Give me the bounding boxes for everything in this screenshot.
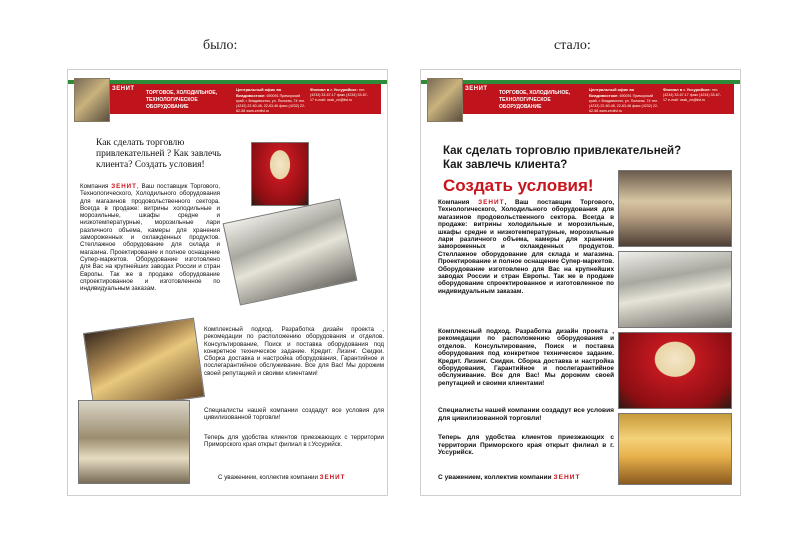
flyer-header	[68, 70, 387, 132]
old-question: Как сделать торговлю привлекательней ? Как завлечь клиента? Создать условия!	[96, 138, 222, 170]
old-body-2: Комплексный подход. Разработка дизайн проекта , рекомедации по расположению оборудования и отделов. Консультирование, Поиск и поставка оборудования под конкретное техническое задание. Кредит. Лизинг. Скидки. Сборка доставка и настройка оборудования, Гарантийное и послегарантийное обслуживание. Все для Вас! Мы дорожим своей репутацией и своими клиентами!	[204, 326, 384, 377]
old-signature: С уважением, коллектив компании ЗЕНИТ	[218, 474, 346, 481]
photo-2	[618, 251, 732, 328]
header-photo	[74, 78, 110, 122]
header-office-main: Центральный офис во Владивостоке: 690091 Приморский край, г. Владивосток, ул. Пологая, 74 тел. (4232) 22-60-46, 22-63-46 факс (4232) 22-62-58 www.zenitvl.ru	[589, 87, 659, 113]
old-body-1: Компания ЗЕНИТ, Ваш поставщик Торгового, Технологического, Холодильного оборудования для магазинов продовольственного сектора. Всегда в продаже: витрины холодильные и морозильные, шкафы средне и низкотемпературные, морозильные лари различного объема, камеры для хранения замороженных и охлажденных продуктов. Стеллажное оборудование для склада и магазина. Проектирование и полное оснащение Супер-маркетов. Оборудование изготовлено для Вас на крупнейших заводах России и стран Европы. Так же в продаже оборудование спроектированное и изготовленное по индивидуальным заказам.	[80, 183, 220, 293]
label-after: стало:	[554, 38, 591, 53]
new-body-2: Комплексный подход. Разработка дизайн проекта , рекомедации по расположению оборудования и отделов. Консультирование, Поиск и поставка оборудования под конкретное техническое задание. Кредит. Лизинг. Скидки. Сборка доставка и настройка оборудования, Гарантийное и послегарантийное обслуживание. Все для Вас! Мы дорожим своей репутацией и своими клиентами!	[438, 328, 614, 387]
header-office-branch: Филиал в г. Уссурийске: тел. (4234) 33-67-17 факс (4234) 33-67-17 e-mail: ussk_zn@list.ru	[663, 87, 721, 102]
header-office-main: Центральный офис во Владивостоке: 690091 Приморский край, г. Владивосток, ул. Пологая, 74 тел. (4232) 22-60-46, 22-63-46 факс (4232) 22-62-58 www.zenitvl.ru	[236, 87, 306, 113]
header-office-branch: Филиал в г. Уссурийске: тел. (4234) 33-67-17 факс (4234) 33-67-17 e-mail: ussk_zn@list.ru	[310, 87, 368, 102]
label-before: было:	[203, 38, 238, 53]
new-body-1: Компания ЗЕНИТ, Ваш поставщик Торгового, Технологического, Холодильного оборудования для магазинов продовольственного сектора. Всегда в продаже: витрины холодильные и морозильные, шкафы средне и низкотемпературные, морозильные лари различного объема, камеры для хранения замороженных и охлажденных продуктов. Стеллажное оборудование для склада и магазина. Проектирование и полное оснащение Супер-маркетов. Оборудование изготовлено для Вас на крупнейших заводах России и стран Европы. Так же в продаже оборудование спроектированное и изготовленное по индивидуальным заказам.	[438, 199, 614, 295]
photo-supermarket	[78, 400, 190, 484]
old-body-3: Специалисты нашей компании создадут все условия для цивилизованной торговли!	[204, 407, 384, 422]
new-question: Как сделать торговлю привлекательней? Как завлечь клиента?	[443, 145, 682, 171]
header-tagline: ТОРГОВОЕ, ХОЛОДИЛЬНОЕ, ТЕХНОЛОГИЧЕСКОЕ ОБОРУДОВАНИЕ	[146, 90, 218, 110]
photo-display-cases	[223, 198, 358, 305]
old-body-4: Теперь для удобства клиентов приезжающих с территории Приморского края открыт филиал в г.Уссурийск.	[204, 434, 384, 449]
new-signature: С уважением, коллектив компании ЗЕНИТ	[438, 474, 581, 481]
photo-3	[618, 332, 732, 409]
header-photo	[427, 78, 463, 122]
old-flyer	[67, 69, 388, 496]
photo-red-counter	[251, 142, 309, 206]
new-headline: Создать условия!	[443, 176, 594, 195]
header-tagline: ТОРГОВОЕ, ХОЛОДИЛЬНОЕ, ТЕХНОЛОГИЧЕСКОЕ ОБОРУДОВАНИЕ	[499, 90, 571, 110]
header-logo: ЗЕНИТ	[112, 86, 135, 92]
new-body-4: Теперь для удобства клиентов приезжающих с территории Приморского края открыт филиал в г. Уссурийск.	[438, 434, 614, 457]
photo-1	[618, 170, 732, 247]
header-logo: ЗЕНИТ	[465, 86, 488, 92]
new-body-3: Специалисты нашей компании создадут все условия для цивилизованной торговли!	[438, 407, 614, 422]
new-flyer	[420, 69, 741, 496]
flyer-header	[421, 70, 740, 132]
photo-4	[618, 413, 732, 485]
photo-store-interior	[83, 318, 205, 413]
